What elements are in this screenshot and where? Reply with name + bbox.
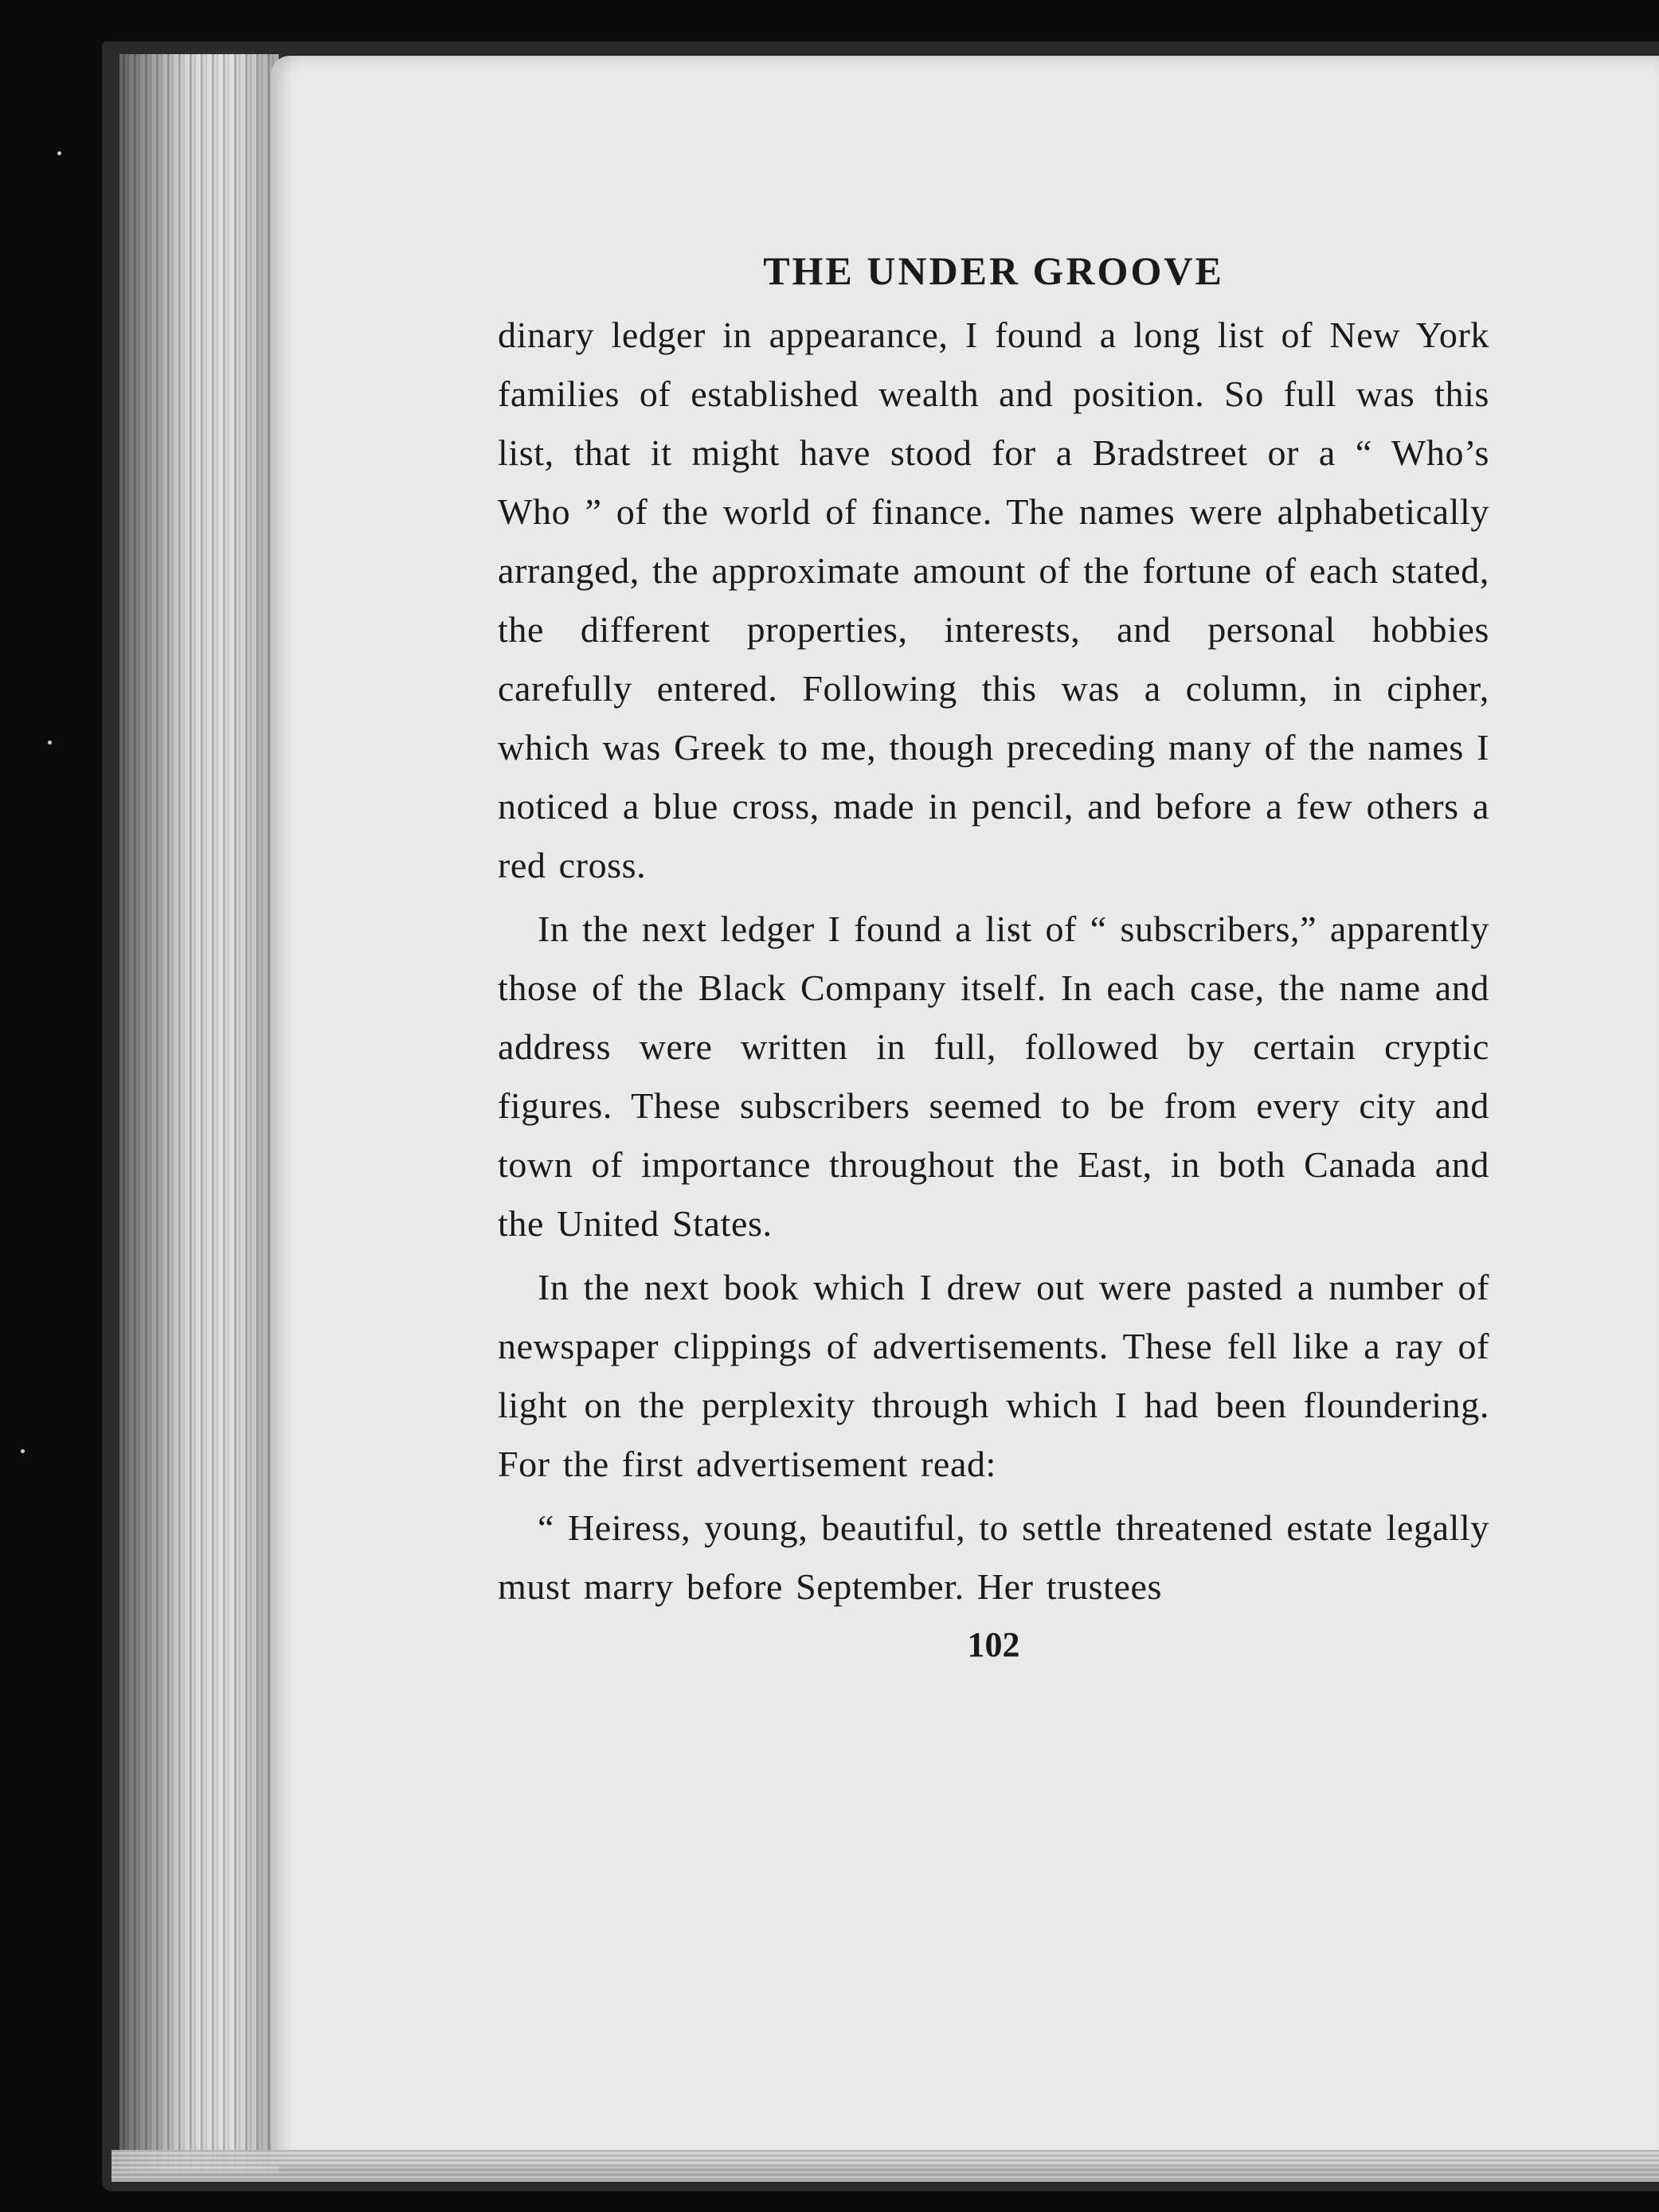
fore-edge-shadow [119,54,279,2172]
paragraph-3: In the next book which I drew out were pasted a number of newspaper clippings of advertisements. These fell like a ray of light on the perplexity through which I had been floundering. For the first advertisement read: [498,1267,1489,1484]
scan-speck [48,741,52,744]
paragraph-2: In the next ledger I found a list of “ subscribers,” apparently those of the Black Company itself. In each case, the name and address were written in full, followed by certain cryptic figures. These subscribers seemed to be from every city and town of importance throughout the East, in both Canada and the United States. [498,909,1489,1244]
page-text [498,247,1489,1669]
scan-speck [57,151,61,155]
running-head: THE UNDER GROOVE [763,248,1224,293]
page-number: 102 [967,1625,1020,1664]
scan-speck [21,1449,25,1453]
page-bottom-edge [112,2150,1659,2182]
paragraph-1: dinary ledger in appearance, I found a long list of New York families of established wealth and position. So full was this list, that it might have stood for a Bradstreet or a “ Who’s Who ” of the world of finance. The names were alphabetically arranged, the approximate amount of the fortune of each stated, the different properties, interests, and personal hobbies carefully entered. Following this was a column, in cipher, which was Greek to me, though preceding many of the names I noticed a blue cross, made in pencil, and before a few others a red cross. [498,315,1489,885]
paragraph-4: “ Heiress, young, beautiful, to settle threatened estate legally must marry before September. Her trustees [498,1507,1489,1607]
